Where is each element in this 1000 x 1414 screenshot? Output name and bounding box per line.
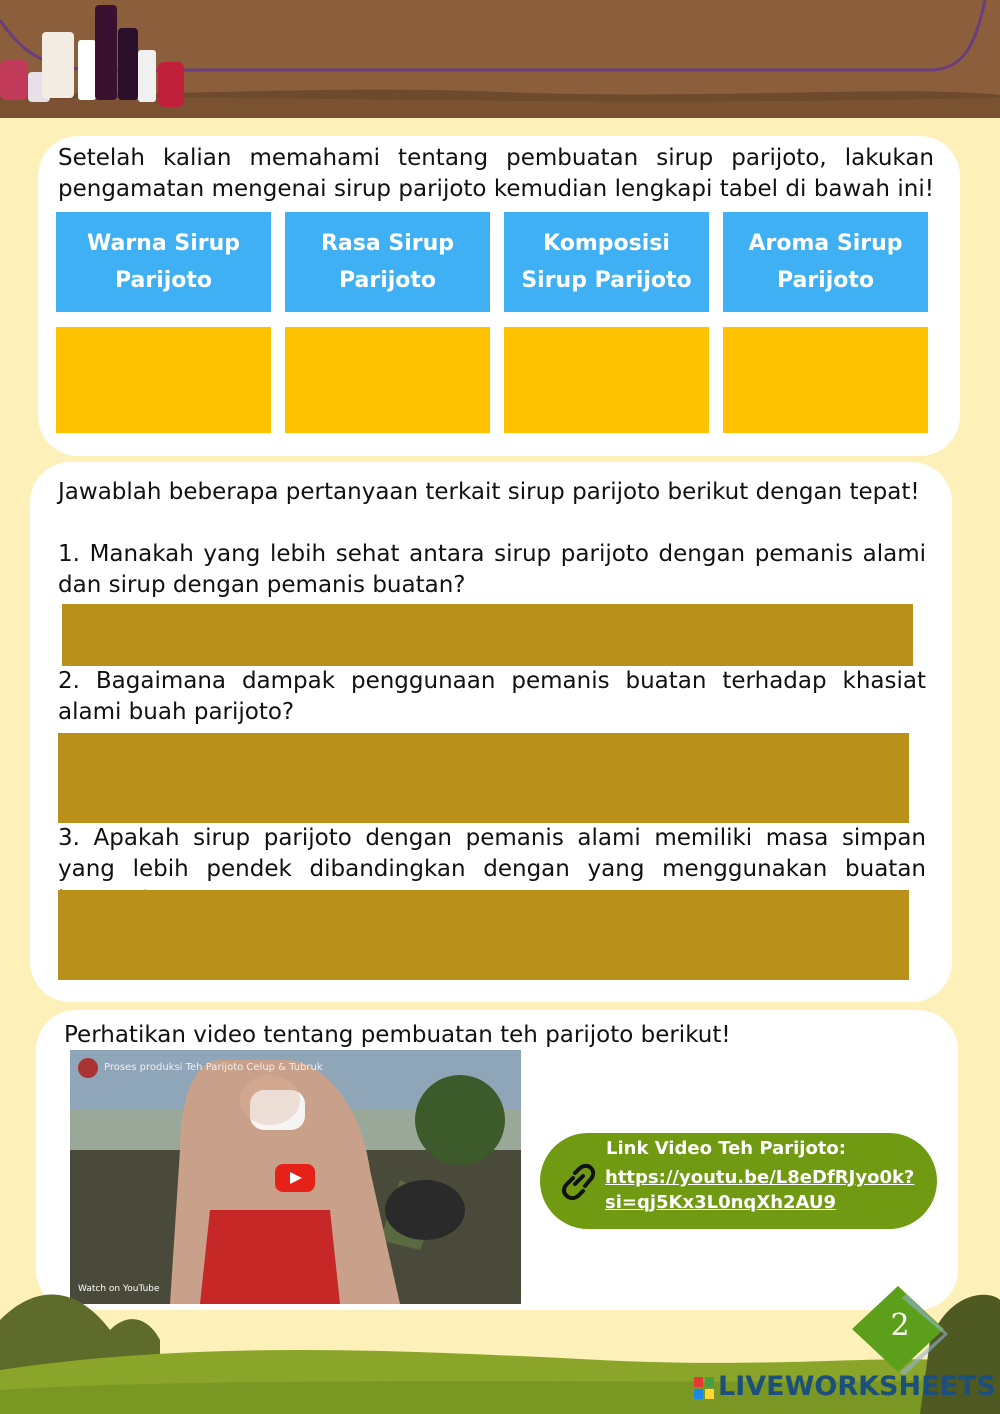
video-link-url[interactable]: https://youtu.be/L8eDfRJyo0k?si=qj5Kx3L0nqXh2AU9 (605, 1167, 915, 1213)
video-title: Proses produksi Teh Parijoto Celup & Tubruk (104, 1062, 323, 1073)
link-icon (557, 1160, 599, 1202)
link-heading: Link Video Teh Parijoto: (606, 1138, 846, 1159)
question-3: 3. Apakah sirup parijoto dengan pemanis alami memiliki masa simpan yang lebih pendek dibandingkan dengan yang menggunakan buatan (58, 825, 926, 882)
questions-instruction: Jawablah beberapa pertanyaan terkait sirup parijoto berikut dengan tepat! (58, 479, 920, 505)
answer-field-rasa[interactable] (285, 327, 490, 433)
channel-logo (78, 1058, 98, 1078)
page-number: 2 (890, 1308, 910, 1343)
question-1: 1. Manakah yang lebih sehat antara sirup parijoto dengan pemanis alami dan sirup dengan pemanis buatan? (58, 541, 926, 598)
watch-on-youtube[interactable]: Watch on YouTube (78, 1284, 160, 1294)
liveworksheets-brand: LIVEWORKSHEETS (718, 1371, 996, 1402)
table-header-komposisi: Komposisi Sirup Parijoto (504, 212, 709, 312)
play-icon[interactable] (275, 1164, 315, 1192)
liveworksheets-logo-icon (694, 1377, 714, 1399)
table-header-warna: Warna Sirup Parijoto (56, 212, 271, 312)
answer-field-aroma[interactable] (723, 327, 928, 433)
answer-field-warna[interactable] (56, 327, 271, 433)
table-header-rasa: Rasa Sirup Parijoto (285, 212, 490, 312)
product-bottles-image (0, 0, 190, 118)
table-header-aroma: Aroma Sirup Parijoto (723, 212, 928, 312)
answer-field-question-3[interactable] (58, 890, 909, 980)
answer-field-question-2[interactable] (58, 733, 909, 823)
question-2: 2. Bagaimana dampak penggunaan pemanis buatan terhadap khasiat alami buah parijoto? (58, 668, 926, 725)
answer-field-question-1[interactable] (62, 604, 913, 666)
observation-instruction: Setelah kalian memahami tentang pembuatan sirup parijoto, lakukan pengamatan mengenai sirup parijoto kemudian lengkapi tabel di bawah ini! (58, 145, 934, 202)
page-header (0, 0, 1000, 118)
video-instruction: Perhatikan video tentang pembuatan teh parijoto berikut! (64, 1022, 731, 1048)
answer-field-komposisi[interactable] (504, 327, 709, 433)
